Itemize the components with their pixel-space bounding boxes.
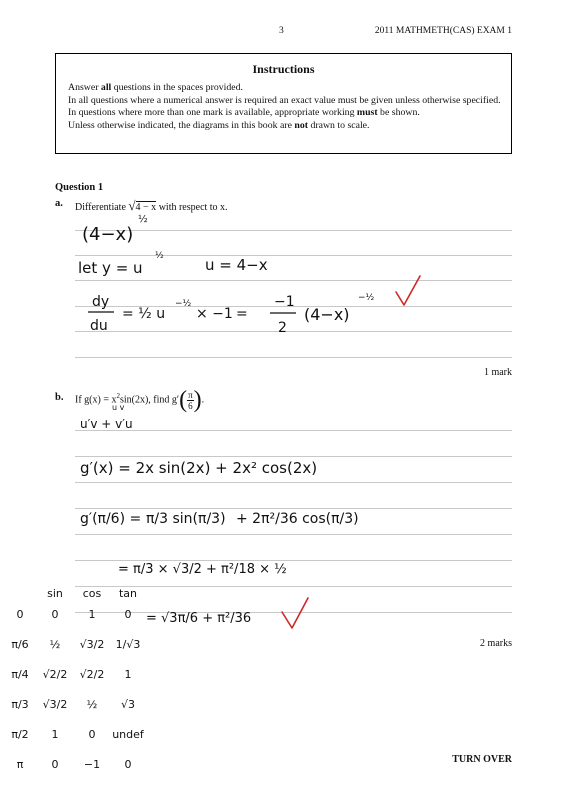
trig-angle: π/3 xyxy=(11,698,29,711)
instruction-line-1: Answer all questions in the spaces provided. xyxy=(68,82,243,93)
hw-b-step3: = π/3 × √3/2 + π²/18 × ½ xyxy=(118,562,287,577)
part-a-marks: 1 mark xyxy=(483,367,512,378)
exam-title: 2011 MATHMETH(CAS) EXAM 1 xyxy=(374,26,512,36)
page-number: 3 xyxy=(279,26,284,36)
turn-over: TURN OVER xyxy=(452,754,512,765)
trig-value: 1/√3 xyxy=(115,638,141,651)
hw-a-line3-mid: = ½ u xyxy=(122,306,166,322)
instructions-title: Instructions xyxy=(252,62,315,76)
hw-b-step4: = √3π/6 + π²/36 xyxy=(146,611,252,626)
hw-a-right-exp: −½ xyxy=(358,293,375,303)
trig-value: undef xyxy=(112,728,144,741)
trig-angle: π xyxy=(16,758,24,771)
trig-value: √3 xyxy=(120,698,136,711)
hw-b-step2-b: + 2π²/36 cos(π/3) xyxy=(236,511,359,527)
trig-value: ½ xyxy=(86,698,98,711)
trig-value: 1 xyxy=(124,668,132,681)
part-b-question: If $g(x) = x^2\sin(2x)$, find g′( $\frac{\pi}{6}$). xyxy=(75,387,205,413)
trig-value: 0 xyxy=(124,608,132,621)
trig-header-cos: cos xyxy=(82,587,102,600)
trig-angle: 0 xyxy=(16,608,24,621)
trig-angle: π/2 xyxy=(11,728,29,741)
instruction-line-2: In all questions where a numerical answer is required an exact value must be given unless otherwise specified. xyxy=(68,94,501,106)
red-tick-mark xyxy=(396,276,420,305)
instruction-line-4: Unless otherwise indicated, the diagrams in this book are not drawn to scale. xyxy=(68,119,370,131)
trig-angle: π/4 xyxy=(11,668,29,681)
trig-header-tan: tan xyxy=(118,587,138,600)
hw-a-frac-top: dy xyxy=(92,294,110,310)
hw-a-line1-exp: ½ xyxy=(138,214,148,225)
trig-header-sin: sin xyxy=(47,587,63,600)
hw-a-line2a-exp: ½ xyxy=(155,251,164,261)
hw-a-line3-mid-exp: −½ xyxy=(175,299,192,309)
trig-value: √2/2 xyxy=(79,668,105,681)
hw-a-frac-bot: du xyxy=(90,318,108,334)
trig-angle: π/6 xyxy=(11,638,29,651)
hw-a-line3-eq: = xyxy=(236,306,248,322)
hw-a-line3-times: × −1 xyxy=(196,306,233,322)
trig-value: √3/2 xyxy=(42,698,68,711)
hw-a-line1: (4−x) xyxy=(82,224,134,245)
hw-a-line2a: let y = u xyxy=(78,259,143,277)
red-tick-mark xyxy=(282,598,308,628)
hw-b-rule: u′v + v′u xyxy=(80,417,133,431)
trig-value: −1 xyxy=(83,758,101,771)
part-a-label: a. xyxy=(55,198,63,209)
hw-a-right-top: −1 xyxy=(274,294,295,310)
hw-a-right-bot: 2 xyxy=(278,320,287,336)
hw-b-step1: g′(x) = 2x sin(2x) + 2x² cos(2x) xyxy=(80,459,318,477)
trig-value: ½ xyxy=(49,638,61,651)
trig-value: √3/2 xyxy=(79,638,105,651)
hw-a-right: (4−x) xyxy=(304,305,350,324)
trig-value: 0 xyxy=(51,608,59,621)
part-b-label: b. xyxy=(55,392,64,403)
hw-b-step2-a: π/3 sin(π/3) xyxy=(146,511,226,527)
trig-value: 1 xyxy=(51,728,59,741)
hw-trig-table xyxy=(11,587,145,771)
trig-value: 0 xyxy=(88,728,96,741)
trig-value: √2/2 xyxy=(42,668,68,681)
part-a-question: Differentiate √4 − x with respect to x. xyxy=(75,198,228,213)
trig-value: 0 xyxy=(51,758,59,771)
uv-annotation: u v xyxy=(112,403,125,412)
trig-value: 1 xyxy=(88,608,96,621)
instruction-line-3: In questions where more than one mark is available, appropriate working must be shown. xyxy=(68,107,420,119)
part-b-marks: 2 marks xyxy=(480,638,512,649)
question-heading: Question 1 xyxy=(55,182,104,193)
hw-a-line2b: u = 4−x xyxy=(205,256,268,274)
trig-value: 0 xyxy=(124,758,132,771)
hw-b-step2-left: g′(π/6) = xyxy=(80,511,142,527)
